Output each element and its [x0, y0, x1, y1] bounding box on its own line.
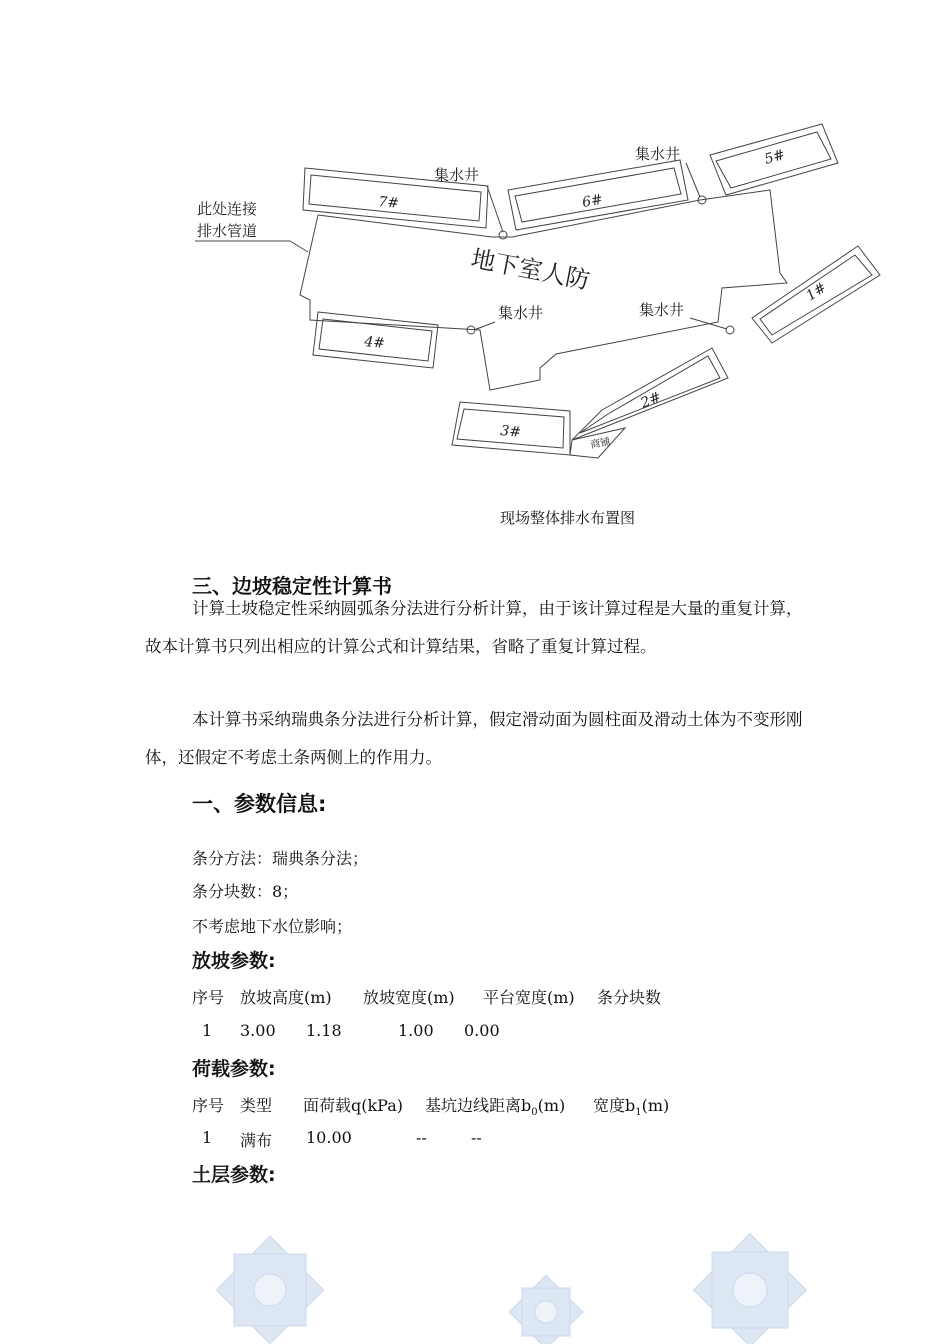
slope-row-cell: 0.00 — [464, 1021, 500, 1040]
block-label-3: 3# — [499, 423, 522, 441]
slope-row-cell: 3.00 — [240, 1021, 276, 1040]
slope-header-cell: 条分块数 — [597, 988, 662, 1007]
load-header-cell: 类型 — [240, 1096, 273, 1115]
slope-header-cell: 平台宽度(m) — [483, 988, 575, 1007]
param-line-groundwater: 不考虑地下水位影响； — [192, 917, 353, 936]
params-heading: 一、参数信息: — [192, 792, 327, 816]
load-header-cell — [425, 1093, 565, 1118]
section-heading: 三、边坡稳定性计算书 — [192, 574, 392, 598]
snowflake-icon — [216, 1236, 323, 1343]
sump-label-2: 集水井 — [635, 145, 681, 163]
load-row-cell: -- — [471, 1128, 482, 1147]
load-params-heading: 荷载参数: — [192, 1058, 276, 1080]
block-label-1: 1# — [803, 279, 830, 305]
paragraph-2: 本计算书采纳瑞典条分法进行分析计算，假定滑动面为圆柱面及滑动土体为不变形刚体，还假定不考虑土条两侧上的作用力。 — [145, 710, 803, 767]
slope-header-cell: 放坡宽度(m) — [363, 988, 455, 1007]
block-label-6: 6# — [580, 191, 605, 211]
slope-row-cell: 1.18 — [306, 1021, 342, 1040]
block-label-2: 2# — [638, 389, 664, 412]
pipe-note-line1: 此处连接 — [197, 200, 258, 218]
block-label-7: 7# — [377, 194, 400, 212]
load-header-text: (m) — [537, 1096, 566, 1115]
slope-row-cell: 1 — [202, 1021, 213, 1040]
subscript: 1 — [635, 1107, 642, 1119]
sump-label-3: 集水井 — [498, 304, 544, 322]
pipe-note-line2: 排水管道 — [197, 222, 258, 240]
load-header-text: 宽度b — [593, 1096, 636, 1115]
paragraph-1: 计算土坡稳定性采纳圆弧条分法进行分析计算，由于该计算过程是大量的重复计算，故本计算书只列出相应的计算公式和计算结果，省略了重复计算过程。 — [145, 599, 803, 656]
leader-sump-2 — [686, 163, 700, 197]
param-line-blocks: 条分块数：8； — [192, 882, 299, 901]
drainage-plan-drawing — [150, 110, 890, 490]
sump-label-4: 集水井 — [639, 301, 685, 319]
slope-header-cell: 放坡高度(m) — [240, 988, 332, 1007]
block-label-5: 5# — [762, 146, 787, 168]
sump-pit-1 — [499, 231, 507, 239]
snowflake-icon — [509, 1275, 583, 1344]
load-row-cell: 1 — [202, 1128, 213, 1147]
load-header-cell — [593, 1093, 669, 1118]
slope-header-cell: 序号 — [192, 988, 225, 1007]
slope-row-cell: 1.00 — [398, 1021, 434, 1040]
leader-sump-3 — [474, 322, 495, 330]
sump-label-1: 集水井 — [434, 166, 480, 184]
load-row-cell: 10.00 — [306, 1128, 352, 1147]
subscript: 0 — [531, 1107, 538, 1119]
load-header-cell: 面荷载q(kPa) — [303, 1096, 404, 1115]
load-header-text: (m) — [641, 1096, 670, 1115]
load-row-cell: 满布 — [240, 1131, 273, 1150]
basement-outline — [300, 190, 787, 390]
figure-caption: 现场整体排水布置图 — [500, 509, 636, 527]
param-line-method: 条分方法：瑞典条分法； — [192, 849, 369, 868]
load-header-text: 基坑边线距离b — [425, 1096, 532, 1115]
load-row-cell: -- — [416, 1128, 427, 1147]
main-area-label: 地下室人防 — [468, 244, 592, 295]
soil-params-heading: 土层参数: — [192, 1164, 276, 1186]
leader-pipe-2 — [290, 241, 308, 252]
shop-label: 商铺 — [589, 436, 612, 451]
slope-params-heading: 放坡参数: — [192, 950, 276, 972]
watermark-decoration — [200, 1225, 850, 1344]
sump-pit-4 — [726, 326, 734, 334]
load-header-cell: 序号 — [192, 1096, 225, 1115]
snowflake-icon — [693, 1233, 806, 1344]
block-label-4: 4# — [363, 334, 386, 352]
leader-sump-4 — [690, 318, 727, 329]
leader-sump-1 — [487, 186, 503, 232]
